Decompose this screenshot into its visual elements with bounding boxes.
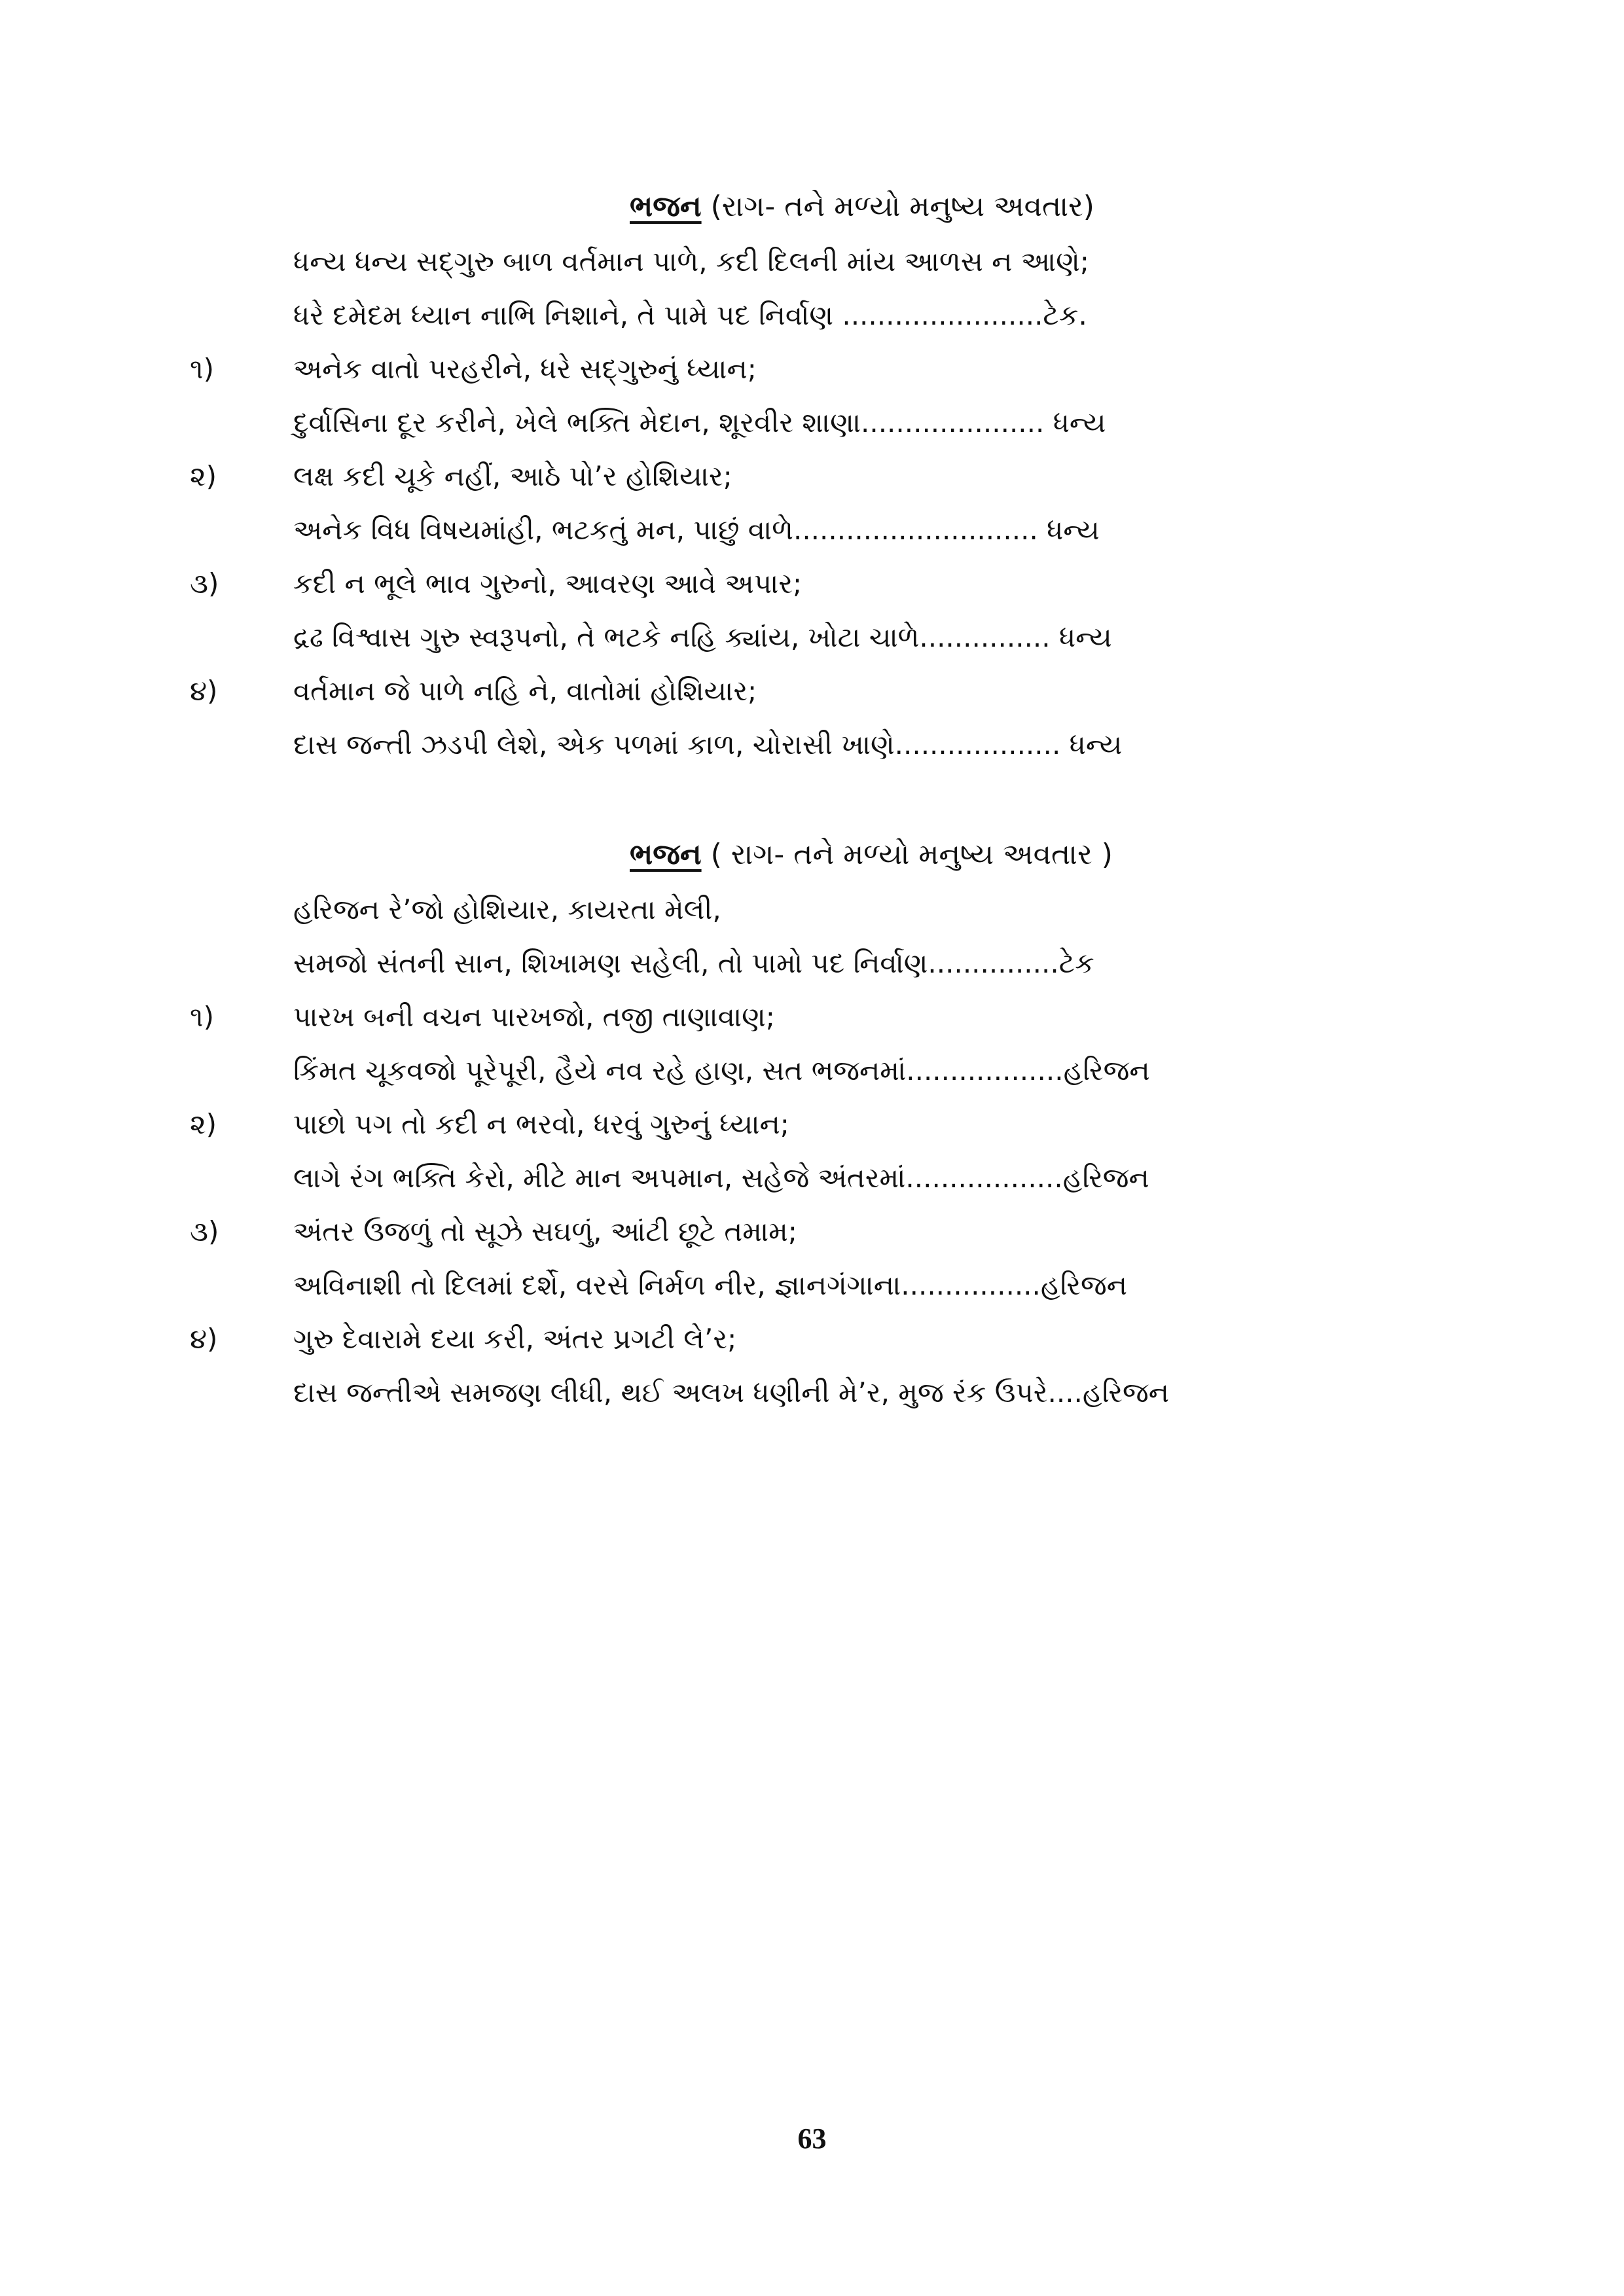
bhajan-2-raag: ( રાગ- તને મળ્યો મનુષ્ય અવતાર ) <box>710 838 1113 871</box>
bhajan-2-verse-4-line-1: ગુરુ દેવારામે દયા કરી, અંતર પ્રગટી લે’ર; <box>293 1323 737 1355</box>
bhajan-1-verse-4-line-1: વર્તમાન જે પાળે નહિ ને, વાતોમાં હોશિયાર; <box>293 675 757 707</box>
bhajan-2-verse-4-line-2: દાસ જન્તીએ સમજણ લીધી, થઈ અલખ ધણીની મે’ર, મુજ રંક ઉપરે....હરિજન <box>293 1376 1169 1408</box>
bhajan-1-verse-2-number: ૨) <box>190 460 217 492</box>
bhajan-2-verse-4-number: ૪) <box>190 1323 218 1355</box>
bhajan-1-verse-3-line-2: દ્રઢ વિશ્વાસ ગુરુ સ્વરૂપનો, તે ભટકે નહિ ક્યાંય, ખોટા ચાળે............... ધન્ય <box>293 621 1112 653</box>
bhajan-2-verse-1-line-1: પારખ બની વચન પારખજો, તજી તાણાવાણ; <box>293 1001 775 1033</box>
bhajan-1-verse-1-line-1: અનેક વાતો પરહરીને, ધરે સદ્‌ગુરુનું ધ્યાન; <box>293 353 757 385</box>
bhajan-1-verse-2-line-1: લક્ષ કદી ચૂકે નહીં, આઠે પો’ર હોશિયાર; <box>293 460 732 492</box>
bhajan-1-title <box>630 187 1612 226</box>
bhajan-1-refrain-line-1: ધન્ય ધન્ય સદ્‌ગુરુ બાળ વર્તમાન પાળે, કદી દિલની માંય આળસ ન આણે; <box>293 245 1089 278</box>
bhajan-2-verse-2-line-1: પાછો પગ તો કદી ન ભરવો, ધરવું ગુરુનું ધ્યાન; <box>293 1108 789 1140</box>
bhajan-1-verse-4-line-2: દાસ જન્તી ઝડપી લેશે, એક પળમાં કાળ, ચોરાસી ખાણે................... ધન્ય <box>293 728 1123 761</box>
bhajan-2-verse-1-number: ૧) <box>190 1001 214 1033</box>
bhajan-1-verse-1-number: ૧) <box>190 353 214 385</box>
bhajan-2-verse-2-line-2: લાગે રંગ ભક્તિ કેરો, મીટે માન અપમાન, સહેજે અંતરમાં..................હરિજન <box>293 1162 1149 1194</box>
bhajan-2-verse-3-line-2: અવિનાશી તો દિલમાં દર્શે, વરસે નિર્મળ નીર, જ્ઞાનગંગાના................હરિજન <box>293 1269 1127 1301</box>
bhajan-2-refrain-line-2: સમજો સંતની સાન, શિખામણ સહેલી, તો પામો પદ નિર્વાણ...............ટેક <box>293 947 1094 979</box>
bhajan-1-heading: ભજન <box>630 190 702 223</box>
bhajan-1-verse-3-line-1: કદી ન ભૂલે ભાવ ગુરુનો, આવરણ આવે અપાર; <box>293 567 803 600</box>
bhajan-2-verse-2-number: ૨) <box>190 1108 217 1140</box>
bhajan-2-title <box>630 835 1612 874</box>
bhajan-1-verse-4-number: ૪) <box>190 675 218 707</box>
bhajan-1-verse-1-line-2: દુર્વાસિના દૂર કરીને, ખેલે ભક્તિ મેદાન, શૂરવીર શાણા..................... ધન્ય <box>293 406 1106 439</box>
bhajan-1-raag: (રાગ- તને મળ્યો મનુષ્ય અવતાર) <box>710 190 1094 223</box>
bhajan-1-verse-3-number: ૩) <box>190 567 219 600</box>
page-number: 63 <box>797 2123 827 2155</box>
bhajan-2-refrain-line-1: હરિજન રે’જો હોશિયાર, કાયરતા મેલી, <box>293 893 721 925</box>
bhajan-2-verse-3-number: ૩) <box>190 1215 219 1247</box>
bhajan-2-verse-1-line-2: કિંમત ચૂકવજો પૂરેપૂરી, હૈયે નવ રહે હાણ, સત ભજનમાં..................હરિજન <box>293 1054 1150 1086</box>
bhajan-1-refrain-line-2: ધરે દમેદમ ધ્યાન નાભિ નિશાને, તે પામે પદ નિર્વાણ .......................ટેક. <box>293 299 1087 331</box>
bhajan-1-verse-2-line-2: અનેક વિધ વિષયમાંહી, ભટકતું મન, પાછું વાળે............................ ધન્ય <box>293 514 1100 546</box>
bhajan-2-verse-3-line-1: અંતર ઉજળું તો સૂઝે સઘળું, આંટી છૂટે તમામ; <box>293 1215 797 1247</box>
bhajan-2-heading: ભજન <box>630 838 702 871</box>
